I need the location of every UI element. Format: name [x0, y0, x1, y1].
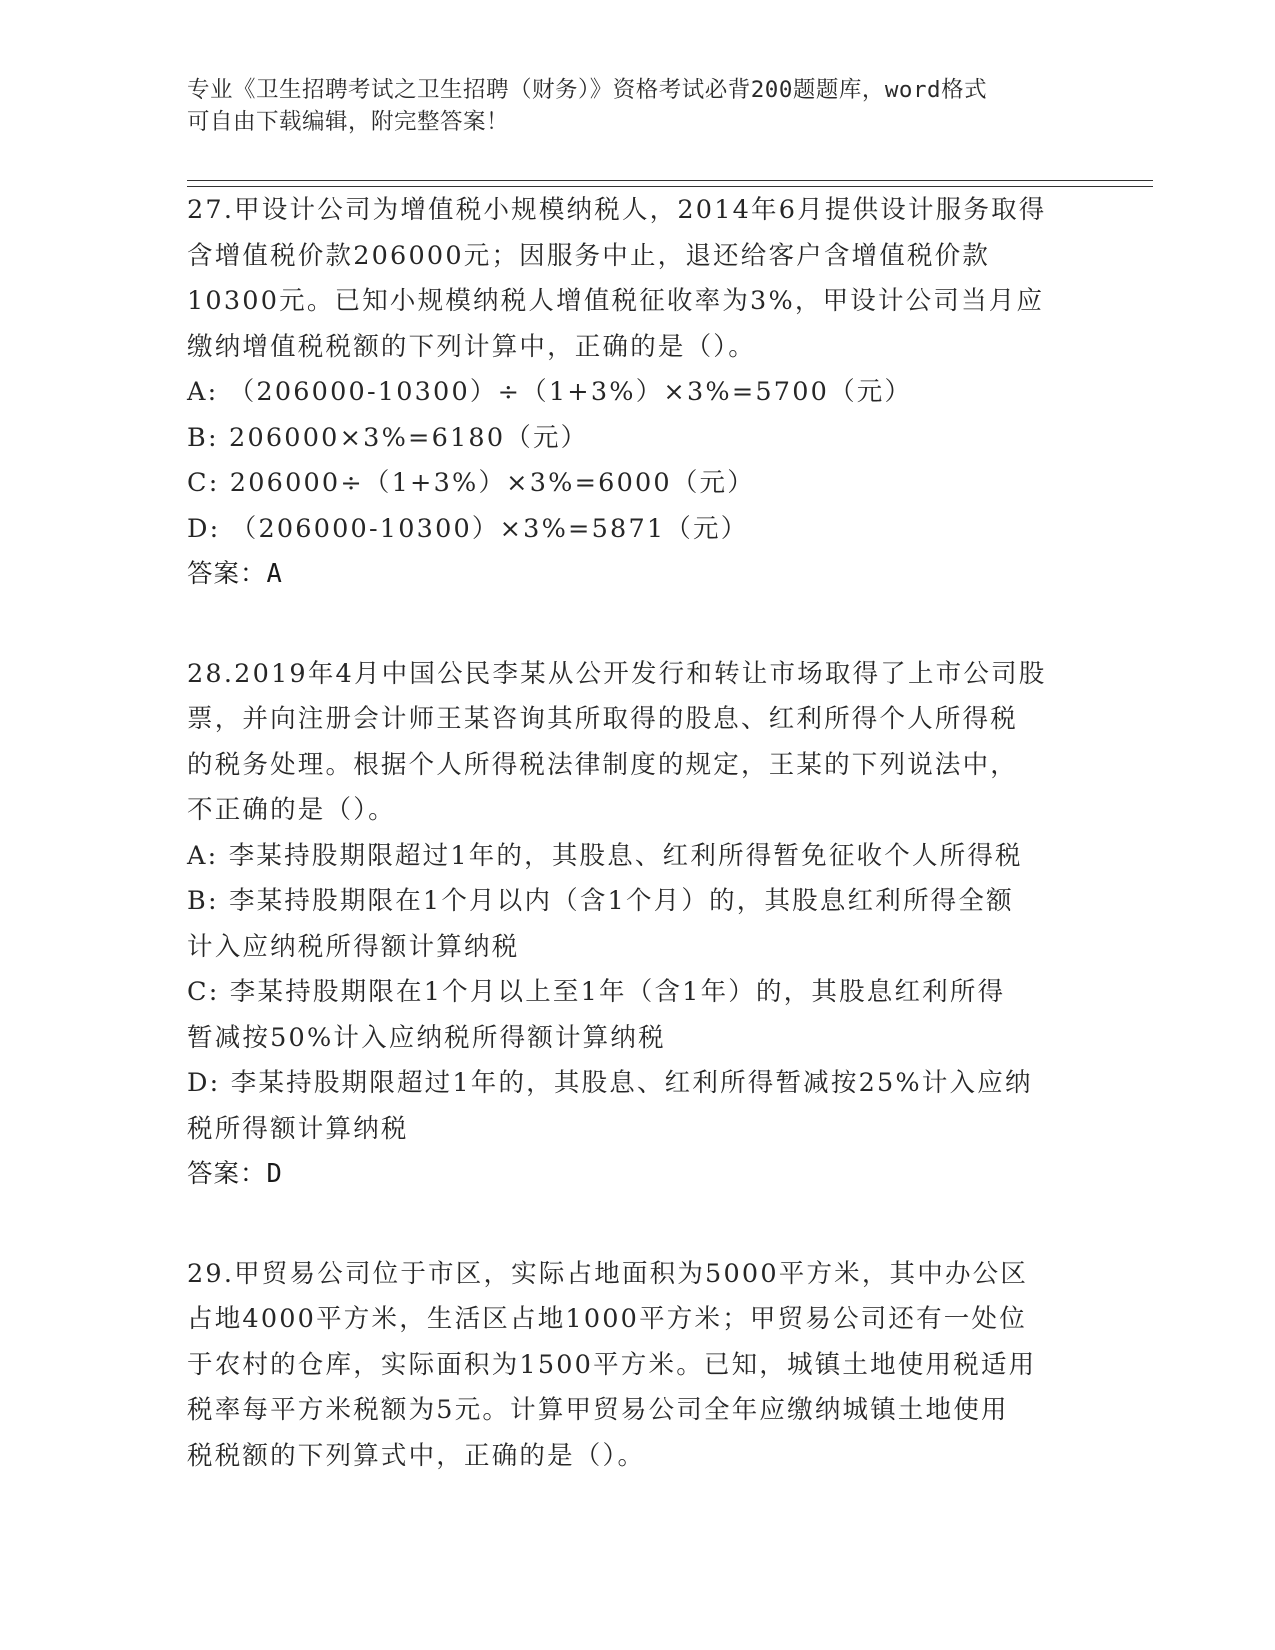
question-stem-line: 不正确的是（）。 — [187, 795, 396, 825]
header-line-1: 专业《卫生招聘考试之卫生招聘（财务）》资格考试必背200题题库，word格式 — [187, 77, 988, 103]
question-27 — [187, 188, 1087, 598]
question-stem-line: 税税额的下列算式中，正确的是（）。 — [187, 1440, 646, 1471]
header-divider-top — [187, 180, 1153, 181]
option-a: A: 李某持股期限超过1年的，其股息、红利所得暂免征收个人所得税 — [187, 840, 1023, 871]
question-stem-line: 28.2019年4月中国公民李某从公开发行和转让市场取得了上市公司股 — [187, 658, 1047, 689]
question-stem-line: 票，并向注册会计师王某咨询其所取得的股息、红利所得个人所得税 — [187, 704, 1019, 734]
option-a: A: （206000-10300）÷（1+3%）×3%=5700（元） — [187, 377, 913, 407]
question-stem-line: 含增值税价款206000元；因服务中止，退还给客户含增值税价款 — [187, 240, 991, 271]
question-stem-line: 缴纳增值税税额的下列计算中，正确的是（）。 — [187, 331, 756, 362]
question-28 — [187, 652, 1087, 1198]
option-b-continued: 计入应纳税所得额计算纳税 — [187, 931, 520, 962]
answer: 答案：D — [187, 1159, 283, 1189]
document-header — [187, 74, 1087, 138]
header-line-2: 可自由下载编辑，附完整答案！ — [187, 109, 510, 135]
question-stem-line: 27.甲设计公司为增值税小规模纳税人，2014年6月提供设计服务取得 — [187, 195, 1047, 225]
header-divider-bottom — [187, 186, 1153, 187]
question-list — [187, 188, 1087, 1533]
option-d-continued: 税所得额计算纳税 — [187, 1113, 409, 1144]
question-stem-line: 于农村的仓库，实际面积为1500平方米。已知，城镇土地使用税适用 — [187, 1349, 1037, 1380]
question-stem-line: 税率每平方米税额为5元。计算甲贸易公司全年应缴纳城镇土地使用 — [187, 1395, 1009, 1425]
option-c: C: 李某持股期限在1个月以上至1年（含1年）的，其股息红利所得 — [187, 977, 1006, 1007]
answer: 答案：A — [187, 559, 283, 589]
question-stem-line: 的税务处理。根据个人所得税法律制度的规定，王某的下列说法中， — [187, 749, 1019, 780]
question-stem-line: 10300元。已知小规模纳税人增值税征收率为3%，甲设计公司当月应 — [187, 286, 1045, 316]
option-d: D: 李某持股期限超过1年的，其股息、红利所得暂减按25%计入应纳 — [187, 1068, 1033, 1098]
question-stem-line: 29.甲贸易公司位于市区，实际占地面积为5000平方米，其中办公区 — [187, 1258, 1029, 1289]
question-29 — [187, 1252, 1087, 1480]
question-stem-line: 占地4000平方米，生活区占地1000平方米；甲贸易公司还有一处位 — [187, 1304, 1027, 1334]
option-d: D: （206000-10300）×3%=5871（元） — [187, 513, 749, 544]
option-c-continued: 暂减按50%计入应纳税所得额计算纳税 — [187, 1022, 666, 1053]
option-b: B: 206000×3%=6180（元） — [187, 422, 589, 453]
option-c: C: 206000÷（1+3%）×3%=6000（元） — [187, 468, 755, 498]
option-b: B: 李某持股期限在1个月以内（含1个月）的，其股息红利所得全额 — [187, 886, 1014, 916]
